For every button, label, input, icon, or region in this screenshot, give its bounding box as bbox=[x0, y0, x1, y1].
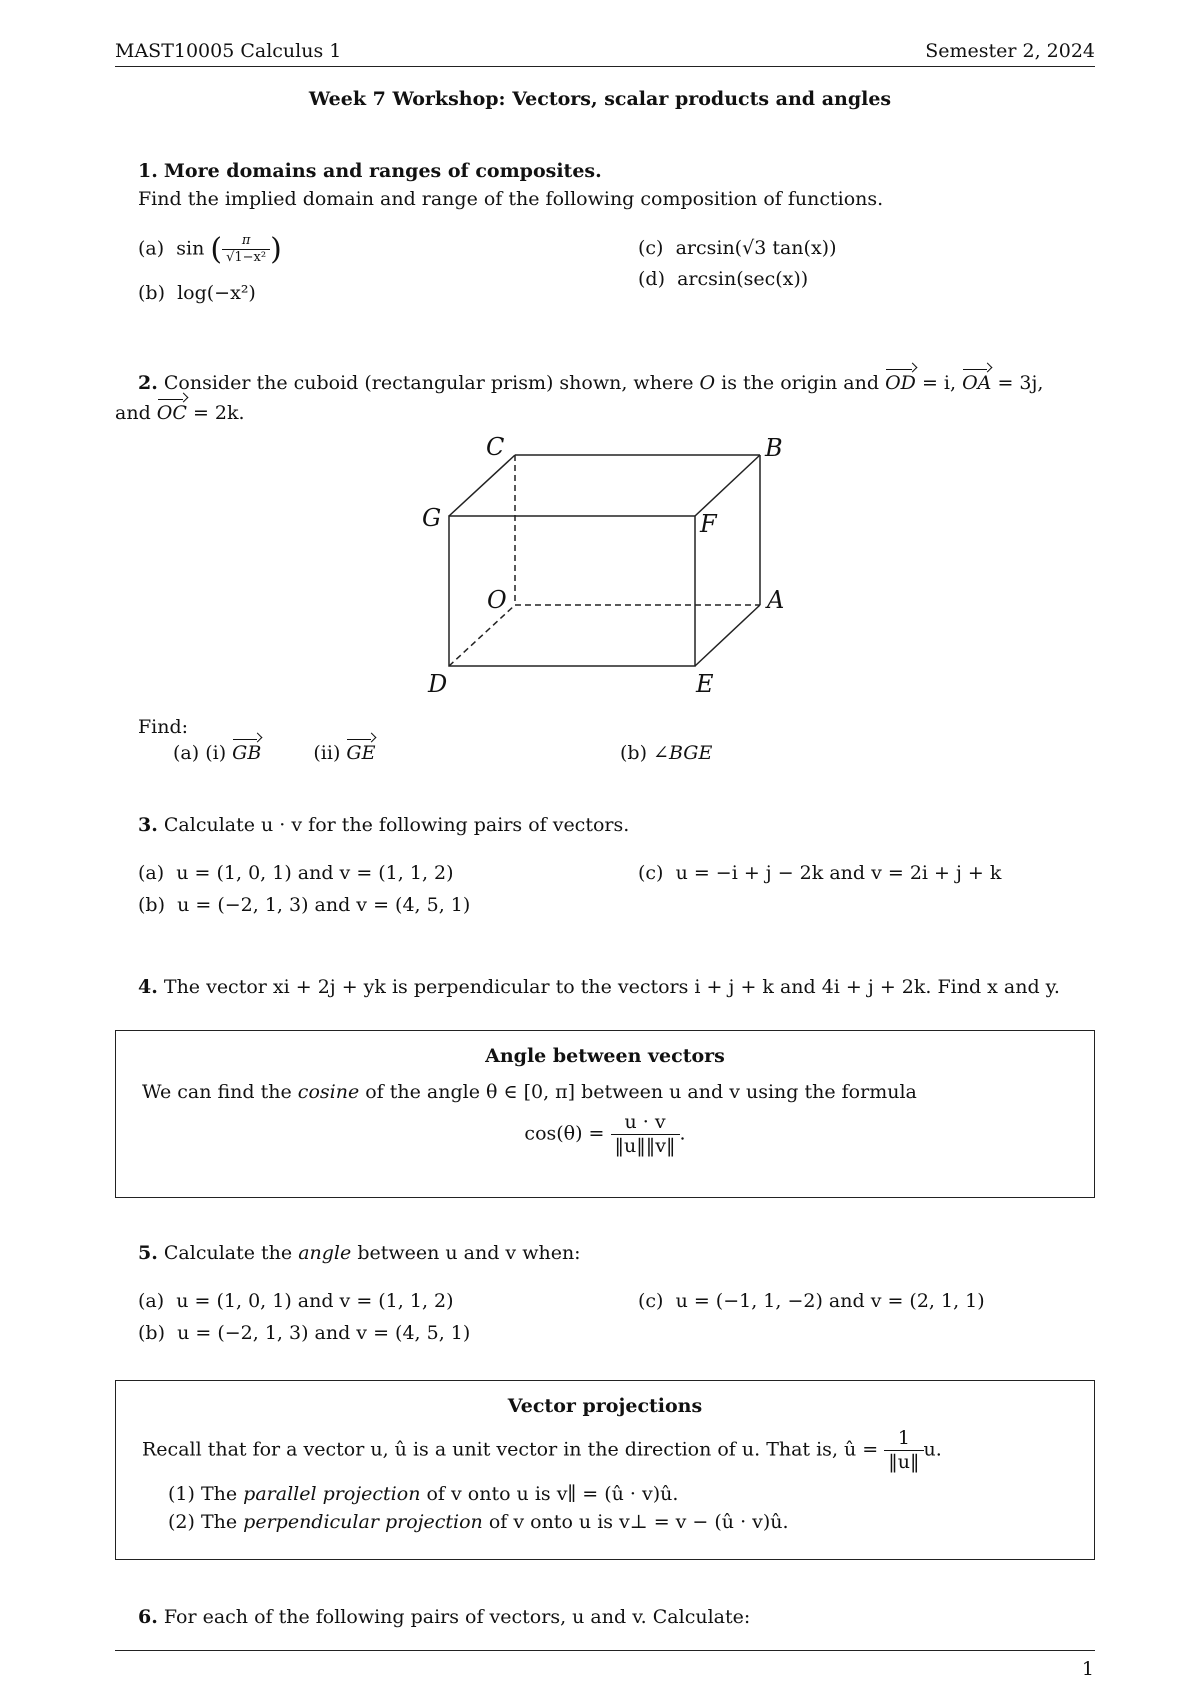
angle-box-text-1: We can find the bbox=[142, 1081, 292, 1103]
unit-vector-end: u. bbox=[923, 1438, 942, 1461]
vector-oa-value: = 3j, bbox=[997, 372, 1044, 394]
parallel-projection-term: parallel projection bbox=[243, 1483, 421, 1505]
q5-number: 5. bbox=[138, 1242, 158, 1264]
projection-item-2-label: (2) bbox=[168, 1511, 195, 1533]
angle-box-title: Angle between vectors bbox=[485, 1045, 725, 1067]
q3-a-label: (a) bbox=[138, 862, 165, 884]
vector-projections-box bbox=[115, 1380, 1095, 1560]
vector-oa: OA bbox=[962, 372, 992, 394]
q5-b-label: (b) bbox=[138, 1322, 165, 1344]
projection-item-1-formula: of v onto u is v∥ = (û · v)û. bbox=[426, 1483, 679, 1505]
projections-recall bbox=[142, 1427, 942, 1474]
label-B: B bbox=[765, 434, 783, 462]
q5-c-label: (c) bbox=[638, 1290, 664, 1312]
q2-find: Find: bbox=[138, 716, 189, 738]
vector-oc: OC bbox=[156, 402, 187, 424]
q5-text-2: between u and v when: bbox=[357, 1242, 581, 1264]
q5-part-b bbox=[138, 1322, 470, 1344]
q1-instruction: Find the implied domain and range of the following composition of functions. bbox=[138, 188, 884, 210]
label-O: O bbox=[487, 586, 507, 614]
cosine-formula-denominator: ‖u‖‖v‖ bbox=[611, 1134, 680, 1158]
q3-c-expr: u = −i + j − 2k and v = 2i + j + k bbox=[675, 862, 1002, 884]
q1-c-expr: arcsin(√3 tan(x)) bbox=[675, 237, 837, 259]
q2-b-label: (b) bbox=[620, 742, 647, 764]
projections-box-title: Vector projections bbox=[507, 1395, 703, 1417]
angle-box-text-2: of the angle θ ∈ [0, π] between u and v using the formula bbox=[365, 1081, 917, 1103]
q5-part-c bbox=[638, 1290, 985, 1312]
q6-statement: For each of the following pairs of vectors, u and v. Calculate: bbox=[163, 1606, 751, 1628]
vector-gb: GB bbox=[232, 742, 262, 764]
label-G: G bbox=[422, 504, 442, 532]
label-A: A bbox=[767, 586, 785, 614]
projection-item-2 bbox=[168, 1511, 789, 1533]
q2-a-ii-label: (ii) bbox=[313, 742, 341, 764]
projections-recall-text: Recall that for a vector u, û is a unit vector in the direction of u. That is, û = bbox=[142, 1438, 879, 1461]
q3-b-label: (b) bbox=[138, 894, 165, 916]
vector-od-value: = i, bbox=[921, 372, 957, 394]
label-E: E bbox=[696, 670, 714, 698]
q5-c-expr: u = (−1, 1, −2) and v = (2, 1, 1) bbox=[675, 1290, 985, 1312]
cuboid-diagram bbox=[0, 0, 1200, 720]
label-C: C bbox=[486, 433, 505, 461]
q5-angle-word: angle bbox=[298, 1242, 352, 1264]
q2-b-expr: ∠BGE bbox=[653, 742, 713, 764]
q2-origin-letter: O bbox=[699, 372, 716, 394]
projection-item-2-the: The bbox=[200, 1511, 238, 1533]
q5-part-a bbox=[138, 1290, 454, 1312]
course-title: MAST10005 Calculus 1 bbox=[115, 40, 342, 62]
q1-b-expr: log(−x²) bbox=[177, 282, 256, 304]
q2-a-label: (a) bbox=[173, 742, 200, 764]
q1-d-expr: arcsin(sec(x)) bbox=[677, 268, 809, 290]
q4-number: 4. bbox=[138, 976, 158, 998]
angle-box-cosine: cosine bbox=[297, 1081, 360, 1103]
q4-text bbox=[138, 976, 1060, 998]
q5-a-expr: u = (1, 0, 1) and v = (1, 1, 2) bbox=[176, 1290, 454, 1312]
footer-rule bbox=[115, 1650, 1095, 1651]
q4-statement: The vector xi + 2j + yk is perpendicular to the vectors i + j + k and 4i + j + 2k. Find x and y. bbox=[163, 976, 1060, 998]
label-D: D bbox=[428, 670, 448, 698]
cosine-formula bbox=[116, 1111, 1094, 1158]
q6-text bbox=[138, 1606, 750, 1628]
q2-part-a bbox=[173, 742, 375, 764]
q3-text bbox=[138, 814, 629, 836]
q1-a-func: sin bbox=[176, 237, 205, 260]
q1-c-label: (c) bbox=[638, 237, 664, 259]
q1-part-a: (a) sin ( $\frac{\pi}{\text{√1−x²}}$ ) bbox=[138, 232, 282, 267]
q5-text bbox=[138, 1242, 581, 1264]
q2-text-part2: is the origin and bbox=[721, 372, 880, 394]
cosine-formula-end: . bbox=[679, 1122, 686, 1145]
q5-text-1: Calculate the bbox=[163, 1242, 293, 1264]
cosine-formula-lhs: cos(θ) = bbox=[524, 1122, 605, 1145]
angle-box-text bbox=[142, 1081, 917, 1103]
q2-a-i-label: (i) bbox=[205, 742, 227, 764]
label-F: F bbox=[700, 510, 717, 538]
cosine-formula-numerator: u · v bbox=[624, 1111, 666, 1133]
q6-number: 6. bbox=[138, 1606, 158, 1628]
q1-a-numerator: π bbox=[241, 233, 251, 249]
q1-title: More domains and ranges of composites. bbox=[163, 160, 602, 182]
q3-c-label: (c) bbox=[638, 862, 664, 884]
q5-b-expr: u = (−2, 1, 3) and v = (4, 5, 1) bbox=[177, 1322, 471, 1344]
projection-item-1 bbox=[168, 1483, 678, 1505]
q3-a-expr: u = (1, 0, 1) and v = (1, 1, 2) bbox=[176, 862, 454, 884]
vector-ge: GE bbox=[346, 742, 376, 764]
page-title: Week 7 Workshop: Vectors, scalar products and angles bbox=[308, 88, 892, 110]
projection-item-1-label: (1) bbox=[168, 1483, 195, 1505]
q3-part-c bbox=[638, 862, 1001, 884]
vector-od: OD bbox=[885, 372, 916, 394]
q3-instruction: Calculate u · v for the following pairs of vectors. bbox=[163, 814, 630, 836]
angle-formula-box bbox=[115, 1030, 1095, 1198]
projection-item-1-the: The bbox=[200, 1483, 238, 1505]
q2-number: 2. bbox=[138, 372, 158, 394]
q5-a-label: (a) bbox=[138, 1290, 165, 1312]
q2-text-and: and bbox=[115, 402, 151, 424]
q1-a-denominator: √1−x² bbox=[222, 249, 270, 266]
projection-item-2-formula: of v onto u is v⊥ = v − (û · v)û. bbox=[488, 1511, 789, 1533]
q1-number: 1. bbox=[138, 160, 158, 182]
perpendicular-projection-term: perpendicular projection bbox=[243, 1511, 483, 1533]
unit-vector-numerator: 1 bbox=[897, 1427, 910, 1449]
q1-b-label: (b) bbox=[138, 282, 165, 304]
q3-part-b bbox=[138, 894, 470, 916]
vector-oc-value: = 2k. bbox=[192, 402, 245, 424]
q3-part-a bbox=[138, 862, 454, 884]
q2-text-part1: Consider the cuboid (rectangular prism) shown, where bbox=[163, 372, 694, 394]
semester-label: Semester 2, 2024 bbox=[925, 40, 1095, 62]
q1-d-label: (d) bbox=[638, 268, 665, 290]
unit-vector-denominator: ‖u‖ bbox=[884, 1450, 923, 1474]
q1-a-label: (a) bbox=[138, 237, 165, 260]
q3-b-expr: u = (−2, 1, 3) and v = (4, 5, 1) bbox=[177, 894, 471, 916]
page-number: 1 bbox=[1081, 1658, 1094, 1680]
cuboid-front-face bbox=[449, 516, 695, 666]
q3-number: 3. bbox=[138, 814, 158, 836]
q2-part-b bbox=[620, 742, 712, 764]
